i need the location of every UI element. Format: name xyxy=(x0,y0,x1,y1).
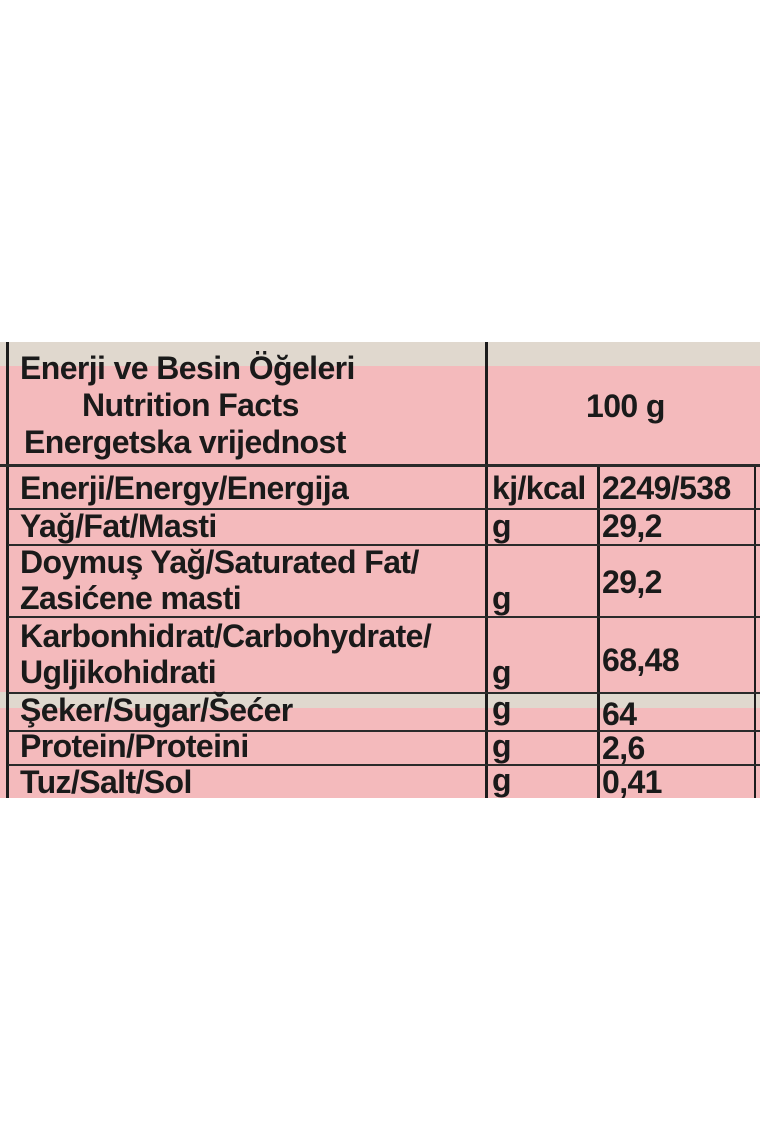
header-title-croatian: Energetska vrijednost xyxy=(24,424,346,460)
header-title-english: Nutrition Facts xyxy=(82,387,299,423)
row-unit-energy: kj/kcal xyxy=(492,470,586,506)
header-title-turkish: Enerji ve Besin Öğeleri xyxy=(20,350,355,386)
header-amount: 100 g xyxy=(586,388,665,424)
table-divider-value xyxy=(597,466,600,798)
row-unit-carbohydrate: g xyxy=(492,654,511,690)
row-value-sugar: 64 xyxy=(602,696,637,732)
row-label-saturated-fat-line2: Zasićene masti xyxy=(20,580,242,616)
row-value-carbohydrate: 68,48 xyxy=(602,642,680,678)
row-value-energy: 2249/538 xyxy=(602,470,731,506)
row-value-saturated-fat: 29,2 xyxy=(602,564,662,600)
row-unit-fat: g xyxy=(492,508,511,544)
row-unit-saturated-fat: g xyxy=(492,580,511,616)
row-label-sugar: Şeker/Sugar/Šećer xyxy=(20,692,293,728)
row-label-energy: Enerji/Energy/Energija xyxy=(20,470,349,506)
row-label-salt: Tuz/Salt/Sol xyxy=(20,764,192,798)
row-label-saturated-fat-line1: Doymuş Yağ/Saturated Fat/ xyxy=(20,544,419,580)
header-bottom-border xyxy=(0,464,760,467)
row-unit-protein: g xyxy=(492,728,511,764)
row-label-protein: Protein/Proteini xyxy=(20,728,249,764)
row-label-carbohydrate-line2: Ugljikohidrati xyxy=(20,654,217,690)
row-value-fat: 29,2 xyxy=(602,508,662,544)
nutrition-table xyxy=(0,342,760,798)
table-right-border xyxy=(754,466,756,798)
row-unit-sugar: g xyxy=(492,690,511,726)
row-unit-salt: g xyxy=(492,762,511,798)
row-label-carbohydrate-line1: Karbonhidrat/Carbohydrate/ xyxy=(20,618,432,654)
row-value-protein: 2,6 xyxy=(602,730,645,766)
row-value-salt: 0,41 xyxy=(602,764,662,798)
row-label-fat: Yağ/Fat/Masti xyxy=(20,508,217,544)
